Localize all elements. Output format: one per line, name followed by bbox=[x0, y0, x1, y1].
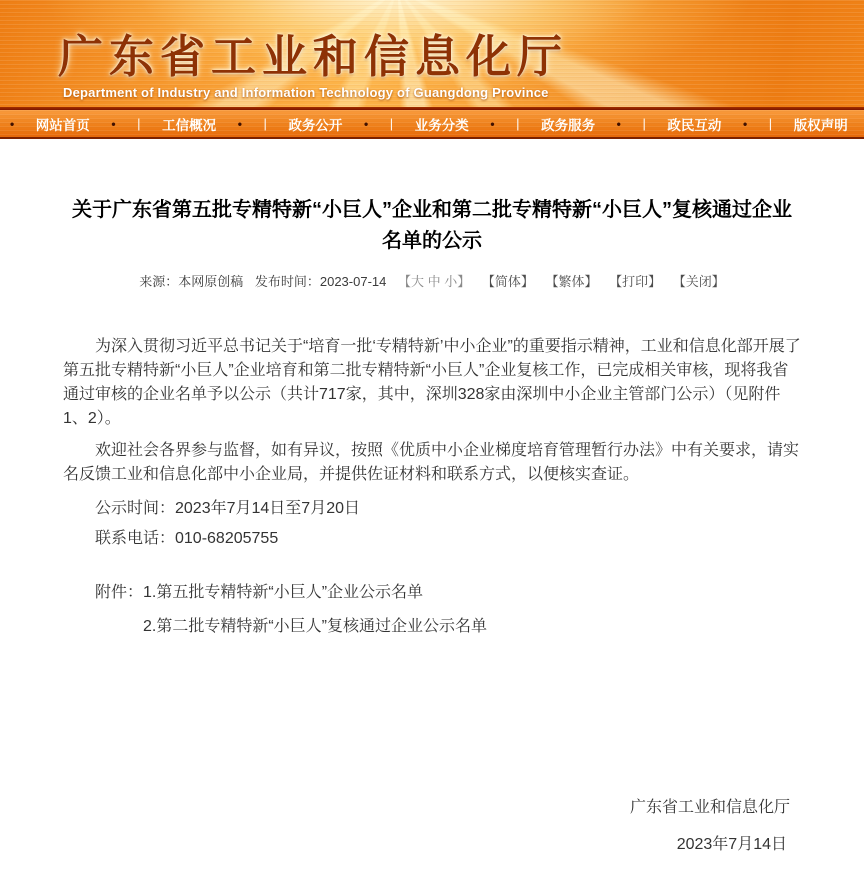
paragraph-intro: 为深入贯彻习近平总书记关于“培育一批‘专精特新’中小企业”的重要指示精神，工业和信息化部开展了第五批专精特新“小巨人”企业培育和第二批专精特新“小巨人”企业复核工作，已完成相关审核，现将我省通过审核的企业名单予以公示（共计717家，其中，深圳328家由深圳中小企业主管部门公示）（见附件1、2）。 bbox=[63, 338, 801, 427]
print-button[interactable]: 【打印】 bbox=[609, 274, 662, 289]
traditional-button[interactable]: 【繁体】 bbox=[545, 274, 598, 289]
paragraph-supervision: 欢迎社会各界参与监督，如有异议，按照《优质中小企业梯度培育管理暂行办法》中有关要求，请实名反馈工业和信息化部中小企业局，并提供佐证材料和联系方式，以便核实查证。 bbox=[63, 442, 800, 483]
article-content bbox=[0, 195, 864, 857]
meta-source: 来源：本网原创稿 bbox=[139, 274, 244, 289]
nav-item-services[interactable]: 政务服务 bbox=[541, 117, 596, 133]
nav-bullet-icon: • bbox=[490, 116, 495, 131]
attachment-link-2[interactable]: 2.第二批专精特新“小巨人”复核通过企业公示名单 bbox=[143, 618, 488, 635]
attachment-link-1[interactable]: 1.第五批专精特新“小巨人”企业公示名单 bbox=[143, 584, 424, 601]
nav-item-disclosure[interactable]: 政务公开 bbox=[288, 117, 343, 133]
signature-block bbox=[63, 796, 801, 857]
attachment-line-1 bbox=[63, 581, 801, 605]
nav-item-business[interactable]: 业务分类 bbox=[414, 117, 469, 133]
close-button[interactable]: 【关闭】 bbox=[672, 274, 725, 289]
nav-item-overview[interactable]: 工信概况 bbox=[162, 117, 217, 133]
site-title-en: Department of Industry and Information Technology of Guangdong Province bbox=[63, 85, 549, 100]
nav-bullet-icon: • bbox=[616, 116, 621, 131]
nav-separator: | bbox=[137, 116, 141, 131]
meta-publish-time: 发布时间：2023-07-14 bbox=[254, 274, 387, 289]
article-title: 关于广东省第五批专精特新“小巨人”企业和第二批专精特新“小巨人”复核通过企业名单的公示 bbox=[72, 199, 792, 252]
nav-separator: | bbox=[768, 116, 773, 131]
attachment-line-2 bbox=[63, 615, 801, 639]
nav-bullet-icon: • bbox=[743, 116, 748, 131]
paragraph-notice-period: 公示时间：2023年7月14日至7月20日 bbox=[95, 500, 360, 517]
nav-bullet-icon: • bbox=[10, 116, 15, 131]
nav-separator: | bbox=[389, 116, 394, 131]
attachments-label: 附件： bbox=[95, 584, 144, 601]
font-size-tool[interactable]: 【大 中 小】 bbox=[397, 274, 471, 289]
article-meta bbox=[63, 271, 801, 290]
nav-separator: | bbox=[642, 116, 646, 131]
nav-separator: | bbox=[516, 116, 520, 131]
main-nav bbox=[0, 110, 864, 139]
nav-bullet-icon: • bbox=[364, 116, 369, 131]
nav-item-interaction[interactable]: 政民互动 bbox=[667, 117, 722, 133]
nav-item-home[interactable]: 网站首页 bbox=[35, 117, 90, 133]
nav-separator: | bbox=[263, 116, 267, 131]
paragraph-contact-phone: 联系电话：010-68205755 bbox=[95, 530, 279, 547]
nav-bullet-icon: • bbox=[111, 116, 116, 131]
signature-org: 广东省工业和信息化厅 bbox=[629, 799, 790, 816]
signature-date: 2023年7月14日 bbox=[676, 836, 787, 853]
nav-item-copyright[interactable]: 版权声明 bbox=[793, 117, 848, 133]
site-banner bbox=[0, 0, 864, 107]
site-title-cn: 广东省工业和信息化厅 bbox=[58, 31, 569, 82]
nav-bullet-icon: • bbox=[237, 116, 242, 131]
simplified-button[interactable]: 【简体】 bbox=[481, 274, 534, 289]
